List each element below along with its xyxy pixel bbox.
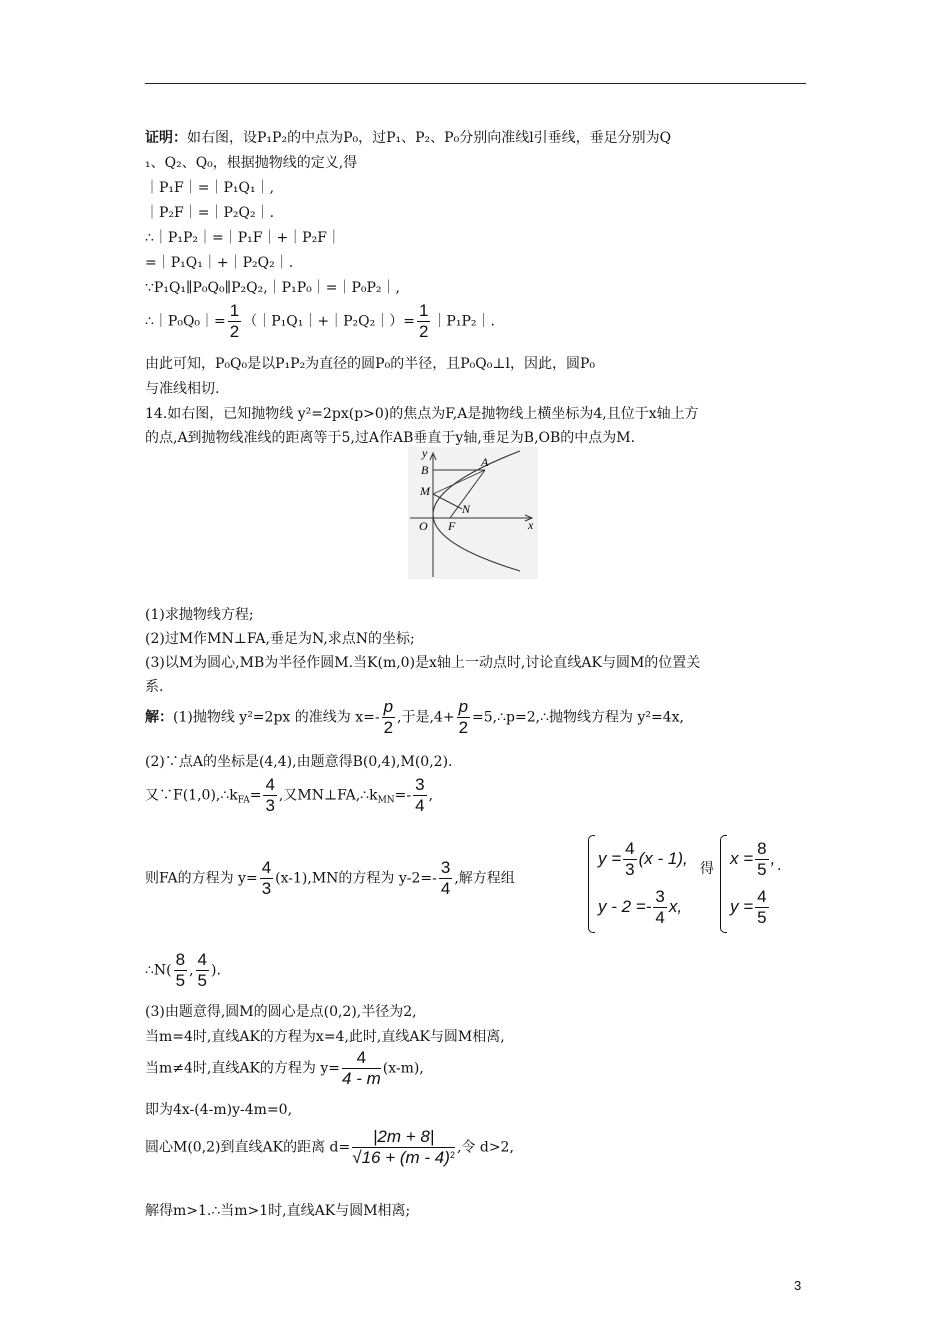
solution-5b: , [189,962,194,979]
frac-den: 3 [625,860,635,879]
equation-system-1 [588,835,708,933]
frac-den: 5 [757,908,767,927]
proof-line-7: ∵P₁Q₁∥P₀Q₀∥P₂Q₂,｜P₁P₀｜=｜P₀P₂｜, [145,280,400,296]
frac-num: 4 [342,1048,381,1069]
subscript-MN: MN [377,795,395,806]
solution-1b: ,于是,4+ [397,709,455,726]
solution-4e: 得 [700,861,714,877]
frac-den: 5 [197,971,208,990]
solution-line-11: 解得m>1.∴当m>1时,直线AK与圆M相离; [145,1203,411,1219]
problem14-line-2: 的点,A到抛物线准线的距离等于5,过A作AB垂直于y轴,垂足为B,OB的中点为M. [145,430,636,446]
header-rule [145,83,806,84]
sys2-r1-rhs: , [770,848,776,868]
proof-line-9: 由此可知，P₀Q₀是以P₁P₂为直径的圆P₀的半径，且P₀Q₀⊥l，因此，圆P₀ [145,356,596,372]
proof-line-1 [145,127,671,147]
frac-num: 4 [261,858,272,877]
square-exponent: 2 [449,1150,455,1160]
sys1-r2-lhs: y - 2 =- [598,896,652,916]
frac-num: 8 [175,950,186,969]
frac-num: 3 [440,858,451,877]
fraction-4-3 [263,775,276,816]
system-2-brace [720,835,727,933]
frac-den: 4 [655,908,665,927]
question-3a: (3)以M为圆心,MB为半径作圆M.当K(m,0)是x轴上一动点时,讨论直线AK与圆M的位置关 [145,655,701,671]
page-number: 3 [794,1278,802,1293]
frac-den: 2 [458,718,469,737]
frac-num: 4 [265,775,275,794]
label-N: N [462,502,471,516]
frac-num: 4 [197,950,208,969]
frac-den: 4 [440,879,451,898]
solution-line-5 [145,950,221,991]
fraction-4-5 [196,950,209,991]
label-B: B [421,463,429,477]
solution-3e: , [428,787,434,804]
frac-den: 5 [175,971,186,990]
fraction-half-1 [228,301,241,342]
sys1-r2-rhs: x, [668,896,683,916]
label-F: F [448,519,456,533]
equation-system-2 [720,835,790,933]
subscript-FA: FA [237,795,250,806]
solution-4b: (x-1),MN的方程为 y-2= [275,870,433,887]
solution-1c: =5,∴p=2,∴抛物线方程为 y²=4x, [472,709,684,726]
solution-3b: = [249,787,262,804]
frac-num: 8 [757,839,767,858]
sqrt-radicand: 16 + (m - 4) [361,1148,450,1167]
frac-num: p [383,697,394,716]
solution-10a: 圆心M(0,2)到直线AK的距离 d= [145,1139,351,1156]
solution-line-8 [145,1048,424,1089]
sys2-r1-lhs: x = [730,848,754,868]
solution-line-10 [145,1127,514,1168]
fraction-3-4-b [439,858,452,899]
proof-line-10: 与准线相切. [145,381,220,397]
label-y: y [422,447,428,460]
proof-8a: ∴｜P₀Q₀｜= [145,313,226,330]
solution-10b: ,令 d>2, [456,1139,514,1156]
proof-line-5: ∴｜P₁P₂｜=｜P₁F｜+｜P₂F｜ [145,230,341,246]
solution-line-9: 即为4x-(4-m)y-4m=0, [145,1102,293,1118]
solution-4a: 则FA的方程为 y= [145,870,258,887]
frac-den: 4 [415,796,425,815]
frac-num: p [458,697,469,716]
problem14-line-1: 14.如右图，已知抛物线 y²=2px(p>0)的焦点为F,A是抛物线上横坐标为4,且位于x轴上方 [145,406,699,422]
solution-4d: ,解方程组 [454,870,515,887]
fraction-8-5-sys [755,839,768,880]
frac-den: 4 - m [342,1069,381,1088]
frac-den: 3 [261,879,272,898]
sys1-r1-lhs: y = [598,848,622,868]
frac-den: 2 [383,718,394,737]
proof-line-2: ₁、Q₂、Q₀，根据抛物线的定义,得 [145,155,358,171]
question-1: (1)求抛物线方程; [145,607,254,623]
solution-label: 解： [145,709,173,726]
proof-line-3: ｜P₁F｜=｜P₁Q₁｜, [145,180,275,196]
fraction-p-over-2-b [457,697,470,738]
solution-line-4 [145,858,515,899]
solution-5c: ). [211,962,221,979]
solution-line-2: (2)∵点A的坐标是(4,4),由题意得B(0,4),M(0,2). [145,754,453,770]
solution-line-1 [145,697,684,738]
sys2-r2-lhs: y = [730,896,754,916]
fraction-3-4-sys [653,887,666,928]
solution-line-7: 当m=4时,直线AK的方程为x=4,此时,直线AK与圆M相离, [145,1029,505,1045]
solution-5a: ∴N( [145,962,172,979]
frac-num: 1 [229,301,240,320]
solution-3a: 又∵F(1,0),∴k [145,787,238,804]
frac-num: 3 [415,775,425,794]
solution-4f: . [777,858,782,874]
solution-1a: (1)抛物线 y²=2px 的准线为 x=- [173,709,380,726]
fraction-p-over-2-a [382,697,395,738]
label-A: A [481,455,489,469]
system-1-row-2 [598,887,682,928]
sys1-r1-rhs: (x - 1), [638,848,688,868]
fraction-3-4 [413,775,426,816]
fraction-4-5-sys [755,887,768,928]
parabola-figure [408,447,538,579]
system-2-row-2 [730,887,771,928]
solution-8b: (x-m), [382,1060,424,1077]
frac-num: 4 [625,839,635,858]
solution-3c: ,又MN⊥FA,∴k [278,787,378,804]
system-2-row-1 [730,839,775,880]
solution-line-6: (3)由题意得,圆M的圆心是点(0,2),半径为2, [145,1004,417,1020]
proof-line-6: =｜P₁Q₁｜+｜P₂Q₂｜. [145,255,294,271]
fraction-4-3-sys [623,839,636,880]
label-M: M [420,484,430,498]
frac-num: 3 [655,887,665,906]
question-2: (2)过M作MN⊥FA,垂足为N,求点N的坐标; [145,631,415,647]
frac-den: 5 [757,860,767,879]
system-1-brace [588,835,595,933]
proof-label: 证明： [145,130,187,146]
sqrt-denominator: √16 + (m - 4)$^2$ [352,1148,455,1167]
frac-num: |2m + 8| [352,1127,455,1148]
solution-line-3 [145,775,433,816]
fraction-8-5 [174,950,187,991]
frac-den: 3 [265,796,275,815]
label-O: O [419,519,428,533]
proof-8c: ｜P₁P₂｜. [432,313,495,330]
fraction-half-2 [417,301,430,342]
proof-text-1: 如右图，设P₁P₂的中点为P₀，过P₁、P₂、P₀分别向准线l引垂线，垂足分别为Q [187,130,672,146]
solution-4c: - [432,870,437,887]
solution-8a: 当m≠4时,直线AK的方程为 y= [145,1060,341,1077]
frac-den: 2 [229,322,240,341]
label-x: x [528,518,534,532]
proof-8b: （｜P₁Q₁｜+｜P₂Q₂｜）= [243,313,415,330]
solution-3d: =- [394,787,412,804]
fraction-distance [352,1127,455,1168]
frac-num: 4 [757,887,767,906]
fraction-4-over-4-minus-m [342,1048,381,1089]
proof-line-4: ｜P₂F｜=｜P₂Q₂｜. [145,205,275,221]
frac-num: 1 [418,301,429,320]
proof-line-8 [145,301,495,342]
fraction-4-3-b [260,858,273,899]
frac-den: 2 [418,322,429,341]
system-1-row-1 [598,839,688,880]
question-3b: 系. [145,679,164,695]
